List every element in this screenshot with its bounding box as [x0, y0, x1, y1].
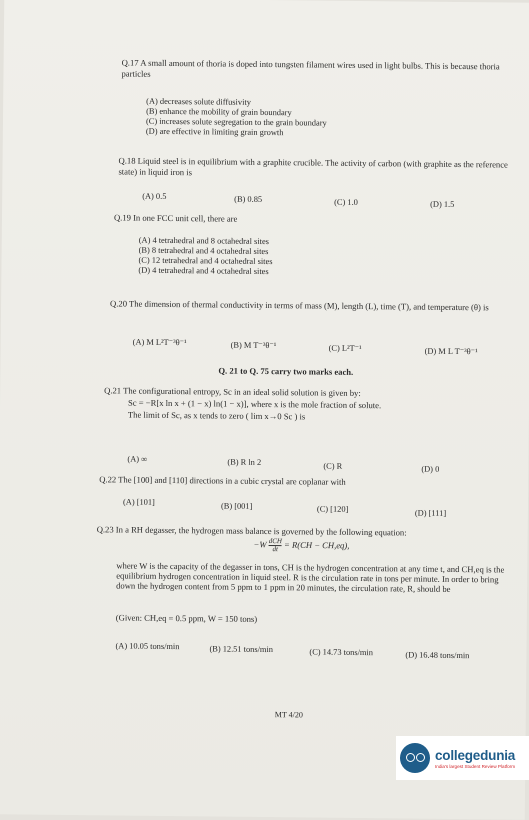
question-17	[121, 57, 513, 82]
logo-tagline: India's largest Student Review Platform	[435, 763, 516, 769]
question-text: The dimension of thermal conductivity in terms of mass (M), length (L), time (T), and temperature (θ) is	[128, 298, 489, 313]
limit-text: The limit of Sc, as x tends to zero ( lim x→0 Sc ) is	[127, 409, 306, 422]
option-d: (D) 4 tetrahedral and 4 octahedral sites	[138, 265, 269, 277]
question-text: The configurational entropy, Sc in an ideal solid solution is given by:	[123, 385, 361, 399]
question-20	[110, 298, 510, 313]
question-number: Q.20	[110, 298, 128, 309]
question-18	[118, 155, 510, 180]
question-number: Q.22	[99, 474, 117, 485]
option-b: (B) 8 tetrahedral and 4 octahedral sites	[138, 245, 269, 257]
option-b: (B) 12.51 tons/min	[209, 644, 274, 655]
question-23-given: (Given: CH,eq = 0.5 ppm, W = 150 tons)	[115, 612, 258, 624]
question-23-body: where W is the capacity of the degasser in tons, CH is the hydrogen concentration at any time t, and CH,eq is the equilibrium hydrogen concentration in liquid steel. R is the circulation rate in tons per minute. In order to bring down the hydrogen content from 5 ppm to 1 ppm in 20 minutes, the circulation rate, R, should be	[116, 560, 505, 595]
option-d: (D) [111]	[414, 508, 447, 518]
option-c: (C) increases solute segregation to the grain boundary	[145, 116, 327, 128]
option-c: (C) [120]	[316, 504, 349, 514]
option-d: (D) 1.5	[430, 199, 455, 209]
option-b: (B) enhance the mobility of grain boundary	[146, 106, 292, 118]
option-a: (A) 0.5	[142, 191, 167, 201]
question-number: Q.23	[96, 524, 114, 535]
option-c: (C) 14.73 tons/min	[309, 647, 374, 658]
question-number: Q.17	[121, 57, 139, 68]
option-d: (D) 16.48 tons/min	[405, 650, 470, 661]
option-c: (C) L²T⁻¹	[328, 343, 362, 354]
question-text: The [100] and [110] directions in a cubic crystal are coplanar with	[118, 474, 346, 487]
option-a: (A) [101]	[122, 497, 155, 507]
fraction-denominator: dt	[272, 545, 279, 554]
question-text: A small amount of thoria is doped into tungsten filament wires used in light bulbs. This is because thoria particles	[121, 57, 500, 79]
option-b: (B) R ln 2	[227, 457, 262, 467]
section-note: Q. 21 to Q. 75 carry two marks each.	[218, 365, 354, 377]
question-text: In a RH degasser, the hydrogen mass balance is governed by the following equation:	[115, 524, 407, 538]
entropy-formula: Sc = −R[x ln x + (1 − x) ln(1 − x)], where x is the mole fraction of solute.	[128, 397, 382, 411]
question-text: Liquid steel is in equilibrium with a graphite crucible. The activity of carbon (with graphite as the reference state) in liquid iron is	[118, 155, 508, 177]
option-b: (B) 0.85	[234, 194, 263, 204]
option-c: (C) 1.0	[334, 197, 358, 207]
option-c: (C) R	[323, 461, 343, 471]
option-a: (A) 10.05 tons/min	[115, 641, 180, 652]
option-d: (D) 0	[421, 464, 440, 474]
option-b: (B) M T⁻³θ⁻¹	[230, 340, 277, 351]
question-19	[114, 212, 506, 227]
question-22	[99, 474, 499, 489]
option-a: (A) M L²T⁻³θ⁻¹	[132, 337, 187, 348]
question-number: Q.18	[118, 155, 136, 166]
question-text: In one FCC unit cell, there are	[133, 212, 238, 224]
equation-left: −W	[253, 539, 267, 550]
collegedunia-logo	[396, 736, 529, 780]
logo-name: collegedunia	[435, 747, 516, 763]
equation-right: = R(CH − CH,eq),	[284, 539, 350, 551]
page-footer: MT 4/20	[274, 710, 303, 720]
question-23	[97, 524, 507, 539]
option-a: (A) ∞	[127, 454, 148, 464]
graduate-face-icon	[400, 743, 430, 773]
mass-balance-equation	[253, 538, 349, 554]
question-number: Q.21	[104, 385, 122, 396]
option-a: (A) 4 tetrahedral and 8 octahedral sites	[138, 235, 270, 247]
option-d: (D) M L T⁻³θ⁻¹	[424, 346, 478, 357]
option-d: (D) are effective in limiting grain growth	[145, 126, 284, 138]
fraction-numerator: dCH	[268, 537, 283, 546]
derivative-fraction	[269, 538, 282, 553]
question-number: Q.19	[113, 212, 131, 223]
option-c: (C) 12 tetrahedral and 4 octahedral sites	[138, 255, 273, 267]
option-a: (A) decreases solute diffusivity	[146, 96, 252, 107]
option-b: (B) [001]	[220, 501, 253, 511]
logo-text	[435, 748, 515, 769]
